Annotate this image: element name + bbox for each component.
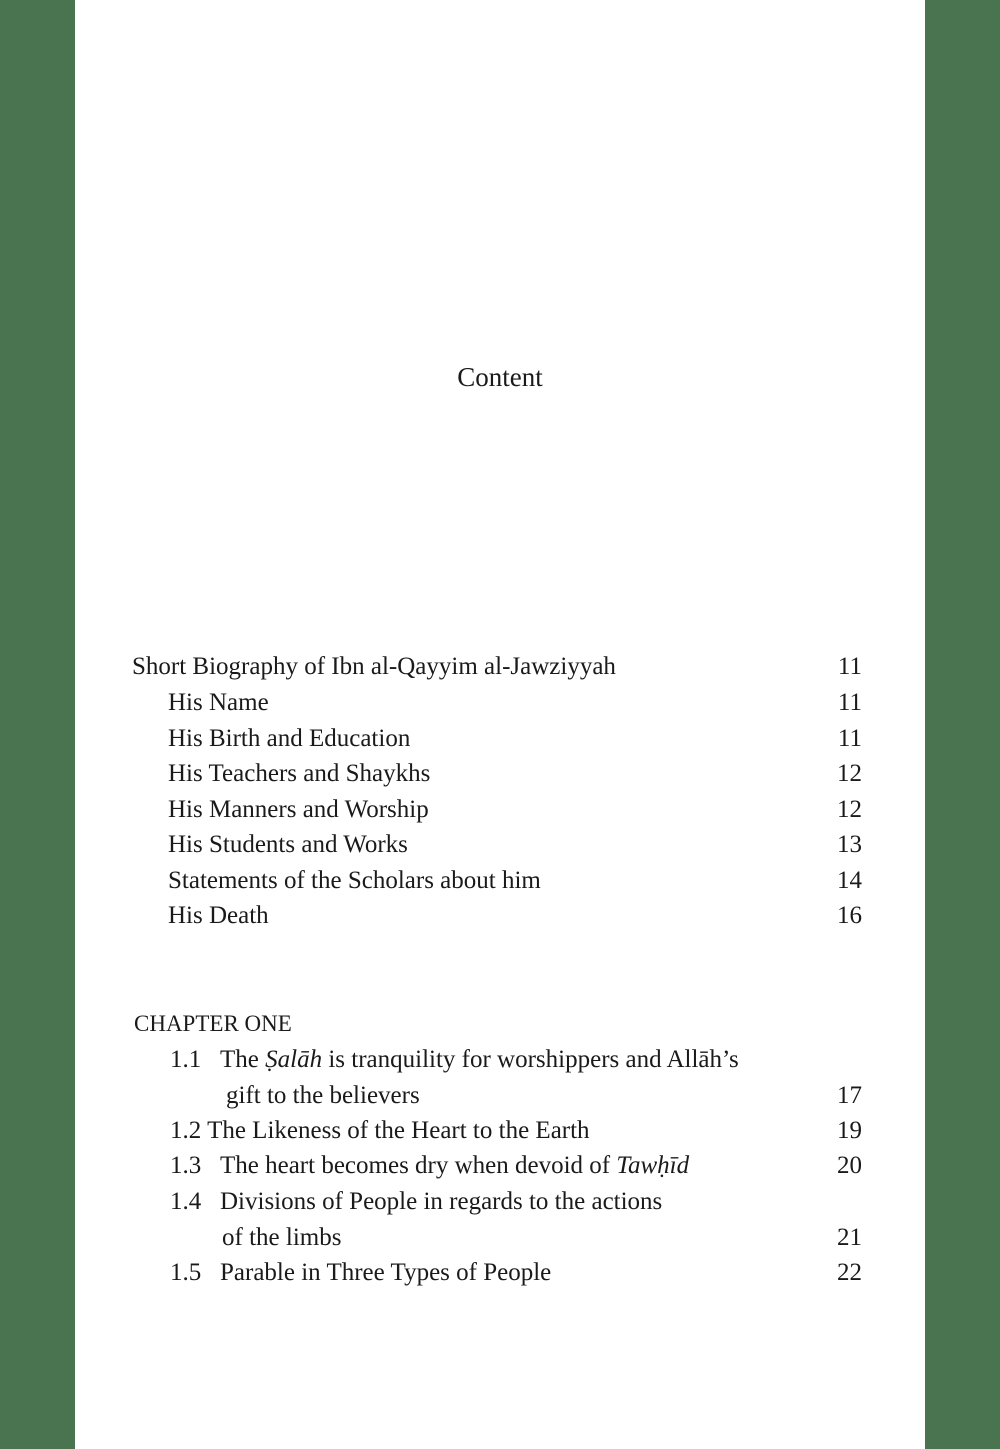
entry-text: The heart becomes dry when devoid of [220, 1152, 617, 1179]
page-number: 11 [837, 653, 862, 680]
toc-entry: His Death [168, 902, 269, 929]
page-title: Content [457, 362, 543, 392]
toc-entry: His Birth and Education [168, 725, 411, 752]
page-number: 20 [837, 1152, 862, 1179]
page-number: 19 [837, 1117, 862, 1144]
entry-italic: Tawḥīd [616, 1152, 690, 1179]
entry-italic: Ṣalāh [265, 1046, 323, 1073]
toc-entry [170, 1188, 662, 1216]
toc-entry: His Manners and Worship [168, 796, 429, 823]
toc-entry-continued: gift to the believers [226, 1082, 420, 1109]
entry-text: is tranquility for worshippers and Allāh’s [322, 1046, 739, 1073]
toc-entry-biography: Short Biography of Ibn al-Qayyim al-Jawziyyah [132, 653, 616, 680]
entry-text: The [220, 1046, 266, 1073]
section-number: 1.1 [170, 1046, 202, 1073]
section-number: 1.3 [170, 1152, 202, 1179]
page-number: 12 [837, 760, 862, 787]
page-number: 17 [837, 1082, 862, 1109]
toc-entry [170, 1259, 551, 1287]
page-number: 11 [837, 725, 862, 752]
chapter-heading: CHAPTER ONE [134, 1011, 292, 1036]
page-number: 21 [837, 1224, 862, 1251]
page-number: 16 [837, 902, 862, 929]
entry-text: Parable in Three Types of People [220, 1259, 552, 1286]
toc-entry: His Name [168, 689, 269, 716]
section-number: 1.5 [170, 1259, 202, 1286]
entry-text: The Likeness of the Heart to the Earth [207, 1117, 590, 1144]
toc-entry: Statements of the Scholars about him [168, 867, 541, 894]
page-number: 13 [837, 831, 862, 858]
toc-entry: His Students and Works [168, 831, 408, 858]
page-number: 11 [837, 689, 862, 716]
section-number: 1.2 [170, 1117, 202, 1144]
toc-entry-continued: of the limbs [222, 1224, 342, 1251]
page-number: 12 [837, 796, 862, 823]
toc-entry [170, 1117, 590, 1145]
toc-entry [170, 1046, 739, 1074]
entry-text: Divisions of People in regards to the actions [220, 1188, 663, 1215]
section-number: 1.4 [170, 1188, 202, 1215]
page-number: 22 [837, 1259, 862, 1286]
toc-entry: His Teachers and Shaykhs [168, 760, 431, 787]
page-number: 14 [837, 867, 862, 894]
book-page [75, 0, 925, 1449]
toc-entry [170, 1152, 689, 1180]
